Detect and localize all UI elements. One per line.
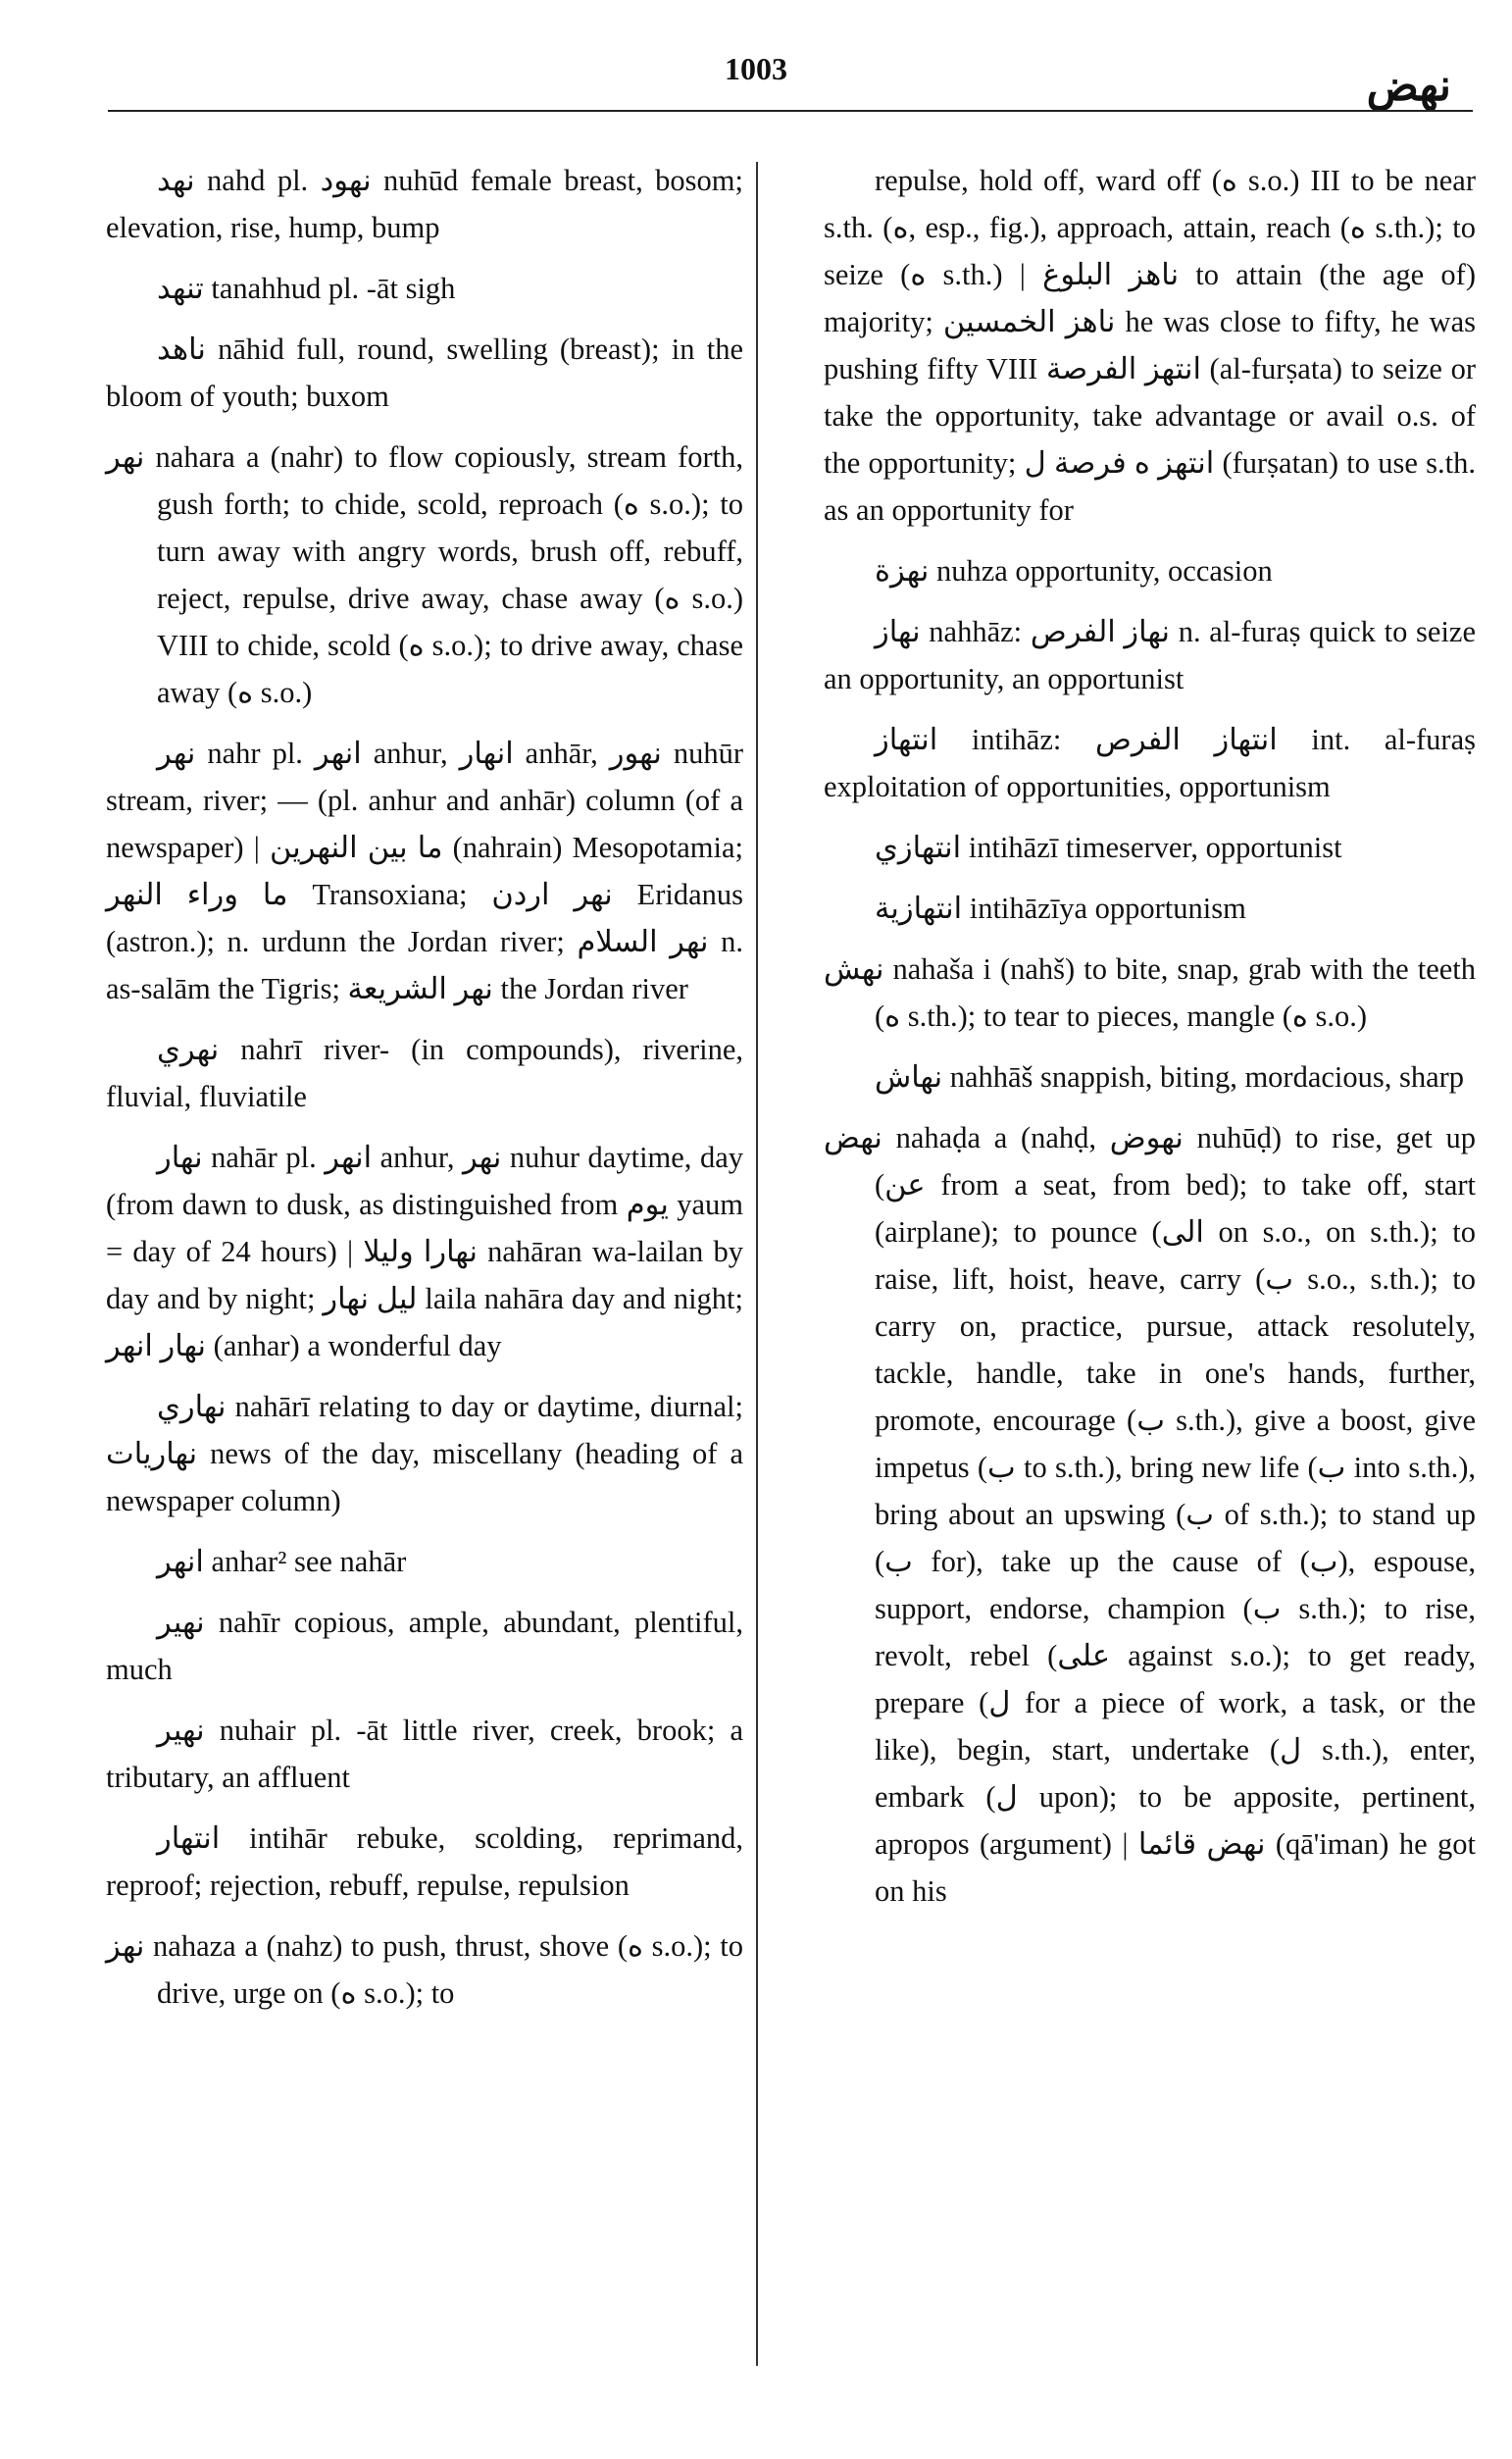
dictionary-entry: repulse, hold off, ward off (ه s.o.) III to be near s.th. (ه, esp., fig.), approach, attain, reach (ه s.th.); to seize (ه s.th.) | ناهز البلوغ to attain (the age of) majority; ناهز الخمسين he was close to fifty, he was pushing fifty VIII انتهز الفرصة (al-furṣata) to seize or take the opportunity, take advantage or avail o.s. of the opportunity; انتهز ه فرصة ل (furṣatan) to use s.th. as an opportunity for: [824, 164, 1476, 527]
right-column: [824, 157, 1476, 1928]
dictionary-root-entry: نهر nahara a (nahr) to flow copiously, stream forth, gush forth; to chide, scold, reproach (ه s.o.); to turn away with angry words, brush off, rebuff, reject, repulse, drive away, chase away (ه s.o.) VIII to chide, scold (ه s.o.); to drive away, chase away (ه s.o.): [106, 440, 743, 709]
dictionary-entry: انتهار intihār rebuke, scolding, reprimand, reproof; rejection, rebuff, repulse, repulsion: [106, 1821, 743, 1902]
dictionary-entry: نهار nahār pl. انهر anhur, نهر nuhur daytime, day (from dawn to dusk, as distinguished from يوم yaum = day of 24 hours) | نهارا وليلا nahāran wa-lailan by day and by night; ليل نهار laila nahāra day and night; نهار انهر (anhar) a wonderful day: [106, 1141, 743, 1362]
dictionary-entry: ناهد nāhid full, round, swelling (breast); in the bloom of youth; buxom: [106, 333, 743, 413]
running-head: نهض: [1366, 62, 1451, 110]
dictionary-entry: تنهد tanahhud pl. -āt sigh: [157, 272, 456, 305]
dictionary-entry: نهاش nahhāš snappish, biting, mordacious, sharp: [875, 1060, 1465, 1094]
dictionary-entry: نهاري nahārī relating to day or daytime, diurnal; نهاريات news of the day, miscellany (heading of a newspaper column): [106, 1390, 743, 1517]
dictionary-root-entry: نهش nahaša i (nahš) to bite, snap, grab with the teeth (ه s.th.); to tear to pieces, mangle (ه s.o.): [824, 952, 1476, 1033]
dictionary-entry: نهاز nahhāz: نهاز الفرص n. al-furaṣ quick to seize an opportunity, an opportunist: [824, 615, 1476, 695]
dictionary-root-entry: نهز nahaza a (nahz) to push, thrust, shove (ه s.o.); to drive, urge on (ه s.o.); to: [106, 1929, 743, 2010]
dictionary-entry: نهري nahrī river- (in compounds), riverine, fluvial, fluviatile: [106, 1033, 743, 1113]
dictionary-root-entry: نهض nahaḍa a (nahḍ, نهوض nuhūḍ) to rise, get up (عن from a seat, from bed); to take off, start (airplane); to pounce (الى on s.o., on s.th.); to raise, lift, hoist, heave, carry (ب s.o., s.th.); to carry on, practice, pursue, attack resolutely, tackle, handle, take in one's hands, further, promote, encourage (ب s.th.), give a boost, give impetus (ب to s.th.), bring new life (ب into s.th.), bring about an upswing (ب of s.th.); to stand up (ب for), take up the cause of (ب), espouse, support, endorse, champion (ب s.th.); to rise, revolt, rebel (على against s.o.); to get ready, prepare (ل for a piece of work, a task, or the like), begin, start, undertake (ل s.th.), enter, embark (ل upon); to be apposite, pertinent, apropos (argument) | نهض قائما (qā'iman) he got on his: [824, 1121, 1476, 1908]
column-divider: [756, 162, 758, 2366]
dictionary-entry: انتهازية intihāzīya opportunism: [875, 892, 1246, 925]
dictionary-entry: نهزة nuhza opportunity, occasion: [875, 554, 1273, 588]
dictionary-entry: نهر nahr pl. انهر anhur, انهار anhār, نهور nuhūr stream, river; — (pl. anhur and anhār) column (of a newspaper) | ما بين النهرين (nahrain) Mesopotamia; ما وراء النهر Transoxiana; نهر اردن Eridanus (astron.); n. urdunn the Jordan river; نهر السلام n. as-salām the Tigris; نهر الشريعة the Jordan river: [106, 737, 744, 1005]
page-number: 1003: [725, 51, 787, 86]
dictionary-entry: نهير nuhair pl. -āt little river, creek, brook; a tributary, an affluent: [106, 1714, 743, 1794]
dictionary-entry: انتهازي intihāzī timeserver, opportunist: [875, 831, 1342, 864]
dictionary-entry: انتهاز intihāz: انتهاز الفرص int. al-furaṣ exploitation of opportunities, opportunism: [824, 723, 1476, 803]
dictionary-entry: انهر anhar² see nahār: [157, 1545, 407, 1578]
header-rule: [108, 110, 1473, 112]
dictionary-entry: نهير nahīr copious, ample, abundant, plentiful, much: [106, 1606, 743, 1686]
left-column: [106, 157, 743, 2030]
page-header: [0, 0, 1512, 128]
dictionary-entry: نهد nahd pl. نهود nuhūd female breast, bosom; elevation, rise, hump, bump: [106, 164, 744, 244]
